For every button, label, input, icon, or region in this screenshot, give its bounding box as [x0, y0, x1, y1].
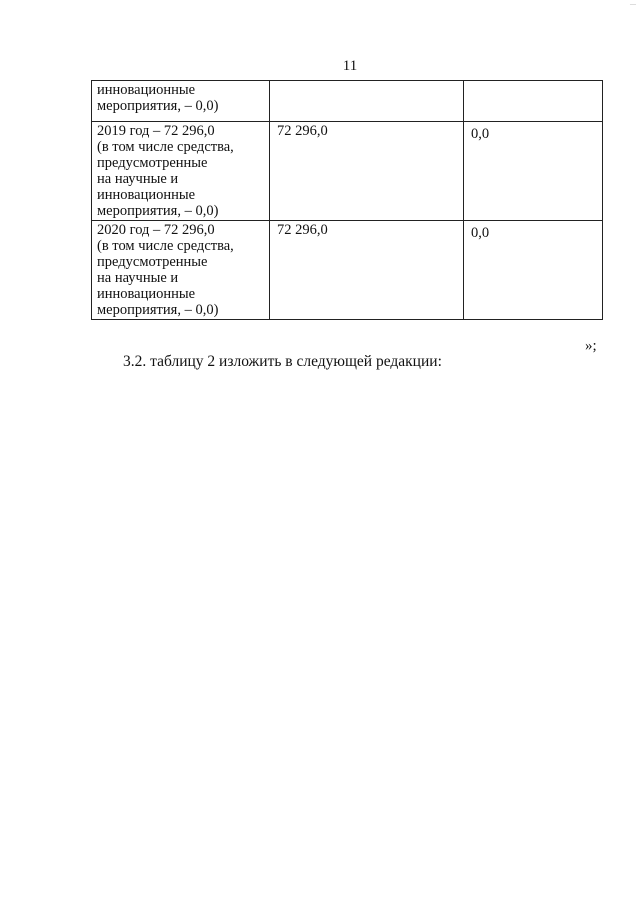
table-cell-innovation: 0,0 — [464, 221, 603, 320]
page-number: 11 — [342, 58, 358, 74]
table-cell-innovation: 0,0 — [464, 122, 603, 221]
table-cell-total — [270, 81, 464, 122]
table-row — [92, 81, 603, 122]
table-cell-description: 2019 год – 72 296,0 (в том числе средства, предусмотренные на научные и инновационные мероприятия, – 0,0) — [92, 122, 270, 221]
table-cell-total: 72 296,0 — [270, 122, 464, 221]
corner-mark: — — [630, 2, 636, 8]
paragraph-text: 3.2. таблицу 2 изложить в следующей редакции: — [123, 353, 442, 370]
table-cell-total: 72 296,0 — [270, 221, 464, 320]
table-cell-description: инновационные мероприятия, – 0,0) — [92, 81, 270, 122]
table-cell-innovation — [464, 81, 603, 122]
table-row — [92, 221, 603, 320]
table-row — [92, 122, 603, 221]
table-cell-description: 2020 год – 72 296,0 (в том числе средства, предусмотренные на научные и инновационные мероприятия, – 0,0) — [92, 221, 270, 320]
closing-quote: »; — [585, 338, 597, 354]
budget-table — [91, 80, 603, 320]
